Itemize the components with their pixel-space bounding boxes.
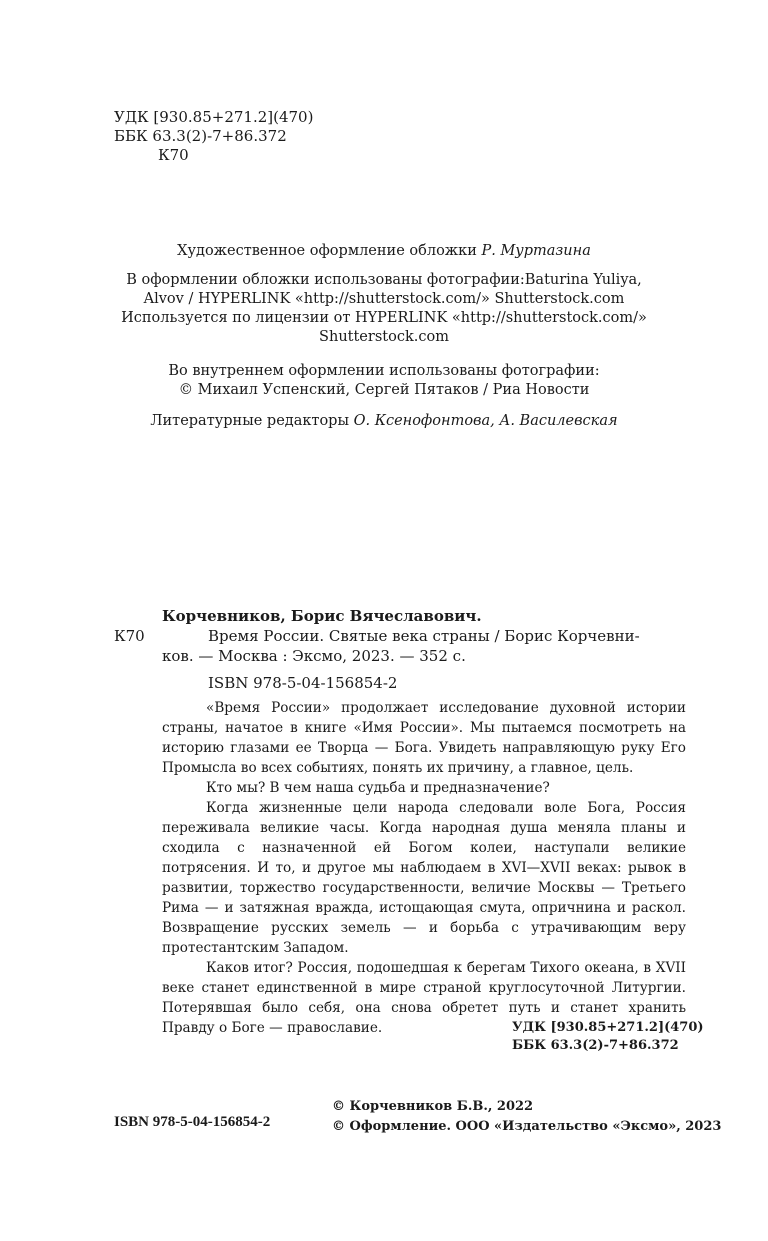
cover-photo-line-4: Shutterstock.com — [319, 329, 449, 345]
copyright-block — [332, 1097, 721, 1137]
cover-photo-line-2: Alvov / HYPERLINK «http://shutterstock.com/» Shutterstock.com — [143, 291, 625, 307]
book-isbn: ISBN 978-5-04-156854-2 — [208, 674, 398, 692]
inner-photo-line-1: Во внутреннем оформлении использованы фотографии: — [168, 363, 600, 379]
book-title-line-2: ков. — Москва : Эксмо, 2023. — 352 с. — [162, 647, 466, 665]
annotation-paragraph: Кто мы? В чем наша судьба и предназначение? — [206, 780, 550, 796]
editors-credit — [100, 412, 668, 431]
inner-photo-line-2: © Михаил Успенский, Сергей Пятаков / Риа Новости — [178, 382, 590, 398]
book-author: Корчевников, Борис Вячеславович. — [162, 607, 482, 625]
copyright-design: © Оформление. ООО «Издательство «Эксмо», 2023 — [332, 1119, 722, 1134]
author-mark-top: К70 — [158, 146, 189, 164]
author-mark: К70 — [114, 627, 145, 645]
editors-label: Литературные редакторы — [150, 413, 350, 429]
udk-code-top: УДК [930.85+271.2](470) — [114, 108, 314, 126]
cover-photo-line-3: Используется по лицензии от HYPERLINK «http://shutterstock.com/» — [121, 310, 647, 326]
copyright-author: © Корчевников Б.В., 2022 — [332, 1099, 534, 1114]
cover-design-name: Р. Муртазина — [481, 243, 591, 259]
editors-names: О. Ксенофонтова, А. Василевская — [353, 413, 618, 429]
annotation — [162, 698, 686, 1038]
bottom-classification-codes — [512, 1019, 704, 1055]
cover-photo-credit — [100, 271, 668, 347]
udk-code-bottom: УДК [930.85+271.2](470) — [512, 1020, 704, 1035]
cover-design-credit — [100, 242, 668, 261]
bbk-code-bottom: ББК 63.3(2)-7+86.372 — [512, 1038, 679, 1053]
inner-photo-credit — [100, 362, 668, 400]
annotation-paragraph: Когда жизненные цели народа следовали воле Бога, Россия переживала великие часы. Когда народная душа меняла планы и сходила с назначенной ей Богом колеи, наступали великие потрясения. И то, и другое мы наблюдаем в XVI—XVII веках: рывок в развитии, торжество государственности, величие Москвы — Третьего Рима — и затяжная вражда, истощающая смута, опричнина и раскол. Возвращение русских земель — и борьба с утрачивающим веру протестантским Западом. — [162, 800, 686, 956]
bbk-code-top: ББК 63.3(2)-7+86.372 — [114, 127, 287, 145]
cover-design-label: Художественное оформление обложки — [177, 243, 477, 259]
annotation-paragraph: Каков итог? Россия, подошедшая к берегам Тихого океана, в XVII веке станет единственной в мире страной круглосуточной Литургии. Потерявшая было себя, она снова обретет путь и станет хранить Правду о Боге — православие. — [162, 960, 686, 1036]
imprint-isbn: ISBN 978-5-04-156854-2 — [114, 1114, 271, 1130]
cover-photo-line-1: В оформлении обложки использованы фотографии:Baturina Yuliya, — [126, 272, 642, 288]
annotation-paragraph: «Время России» продолжает исследование духовной истории страны, начатое в книге «Имя России». Мы пытаемся посмотреть на историю глазами ее Творца — Бога. Увидеть направляющую руку Его Промысла во всех событиях, понять их причину, а главное, цель. — [162, 700, 686, 776]
book-title-line-1: Время России. Святые века страны / Борис Корчевни- — [208, 627, 640, 645]
top-classification-codes — [114, 108, 313, 165]
